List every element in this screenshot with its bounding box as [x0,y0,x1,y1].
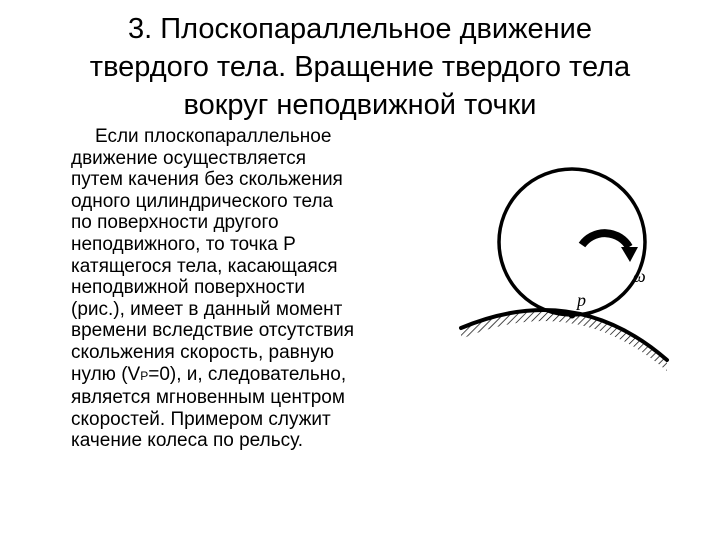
body-line: по поверхности другого [71,212,279,234]
body-line: неподвижной поверхности [71,277,305,299]
vp-text-before: нулю (V [71,363,141,385]
rolling-cylinder-figure [455,150,705,450]
body-line: путем качения без скольжения [71,169,343,191]
body-line-vp [71,364,451,388]
rolling-cylinder-diagram [455,150,705,450]
body-line: неподвижного, то точка Р [71,233,296,255]
body-line: Если плоскопараллельное [95,126,332,147]
body-line: (рис.), имеет в данный момент [71,298,343,320]
body-line: одного цилиндрического тела [71,190,334,212]
fixed-surface [461,310,667,371]
title-line: вокруг неподвижной точки [183,89,537,121]
body-line: качение колеса по рельсу. [71,430,303,452]
slide-title [20,10,700,124]
contact-point-p [569,312,576,319]
body-line: скольжения скорость, равную [71,341,334,363]
vp-text-after: =0), и, следовательно, [148,363,347,385]
title-line: твердого тела. Вращение твердого тела [89,51,631,83]
point-p-label: p [577,290,586,310]
body-line: скоростей. Примером служит [71,408,331,430]
rotation-arrow-icon [582,233,629,247]
body-line: движение осуществляется [71,147,307,169]
title-line: 3. Плоскопараллельное движение [128,13,592,45]
body-paragraph [71,126,451,452]
omega-label: ω [633,266,646,286]
body-line: катящегося тела, касающаяся [71,255,338,277]
rotation-arrowhead-icon [621,247,638,262]
vp-subscript: P [140,368,149,383]
body-line: времени вследствие отсутствия [71,320,355,342]
body-line: является мгновенным центром [71,387,345,409]
